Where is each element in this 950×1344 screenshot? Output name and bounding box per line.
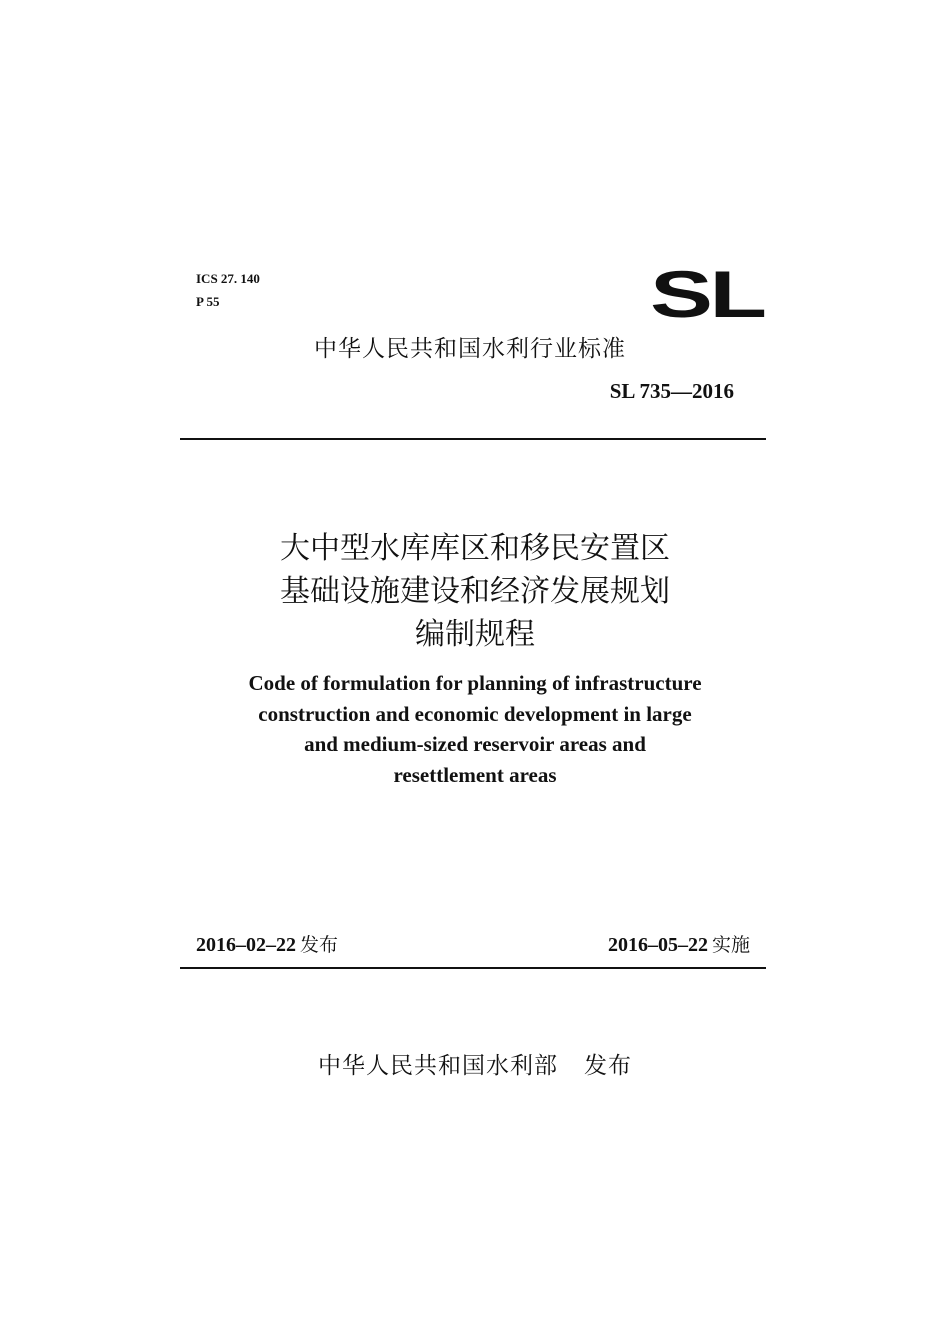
chinese-title-line-2: 基础设施建设和经济发展规划 (280, 574, 670, 609)
publisher-action: 发布 (584, 1053, 632, 1079)
issue-date-label: 发布 (300, 934, 339, 956)
english-title-line-1: Code of formulation for planning of infrastructure (248, 671, 702, 695)
english-title-line-2: construction and economic development in large (258, 702, 692, 726)
ics-code: ICS 27. 140 (196, 271, 260, 286)
top-divider (180, 438, 766, 440)
standard-number: SL 735—2016 (609, 379, 734, 403)
english-title-line-4: resettlement areas (393, 763, 557, 787)
classification-code: P 55 (196, 294, 220, 309)
implementation-date (608, 930, 750, 957)
chinese-title-line-3: 编制规程 (415, 617, 535, 652)
implementation-date-label: 实施 (711, 934, 750, 956)
bottom-divider (180, 967, 766, 969)
implementation-date-value: 2016–05–22 (607, 934, 708, 956)
publisher-name: 中华人民共和国水利部 (318, 1053, 558, 1079)
chinese-title-line-1: 大中型水库库区和移民安置区 (280, 531, 670, 566)
standard-category: 中华人民共和国水利行业标准 (314, 336, 626, 362)
issue-date-value: 2016–02–22 (196, 934, 296, 956)
issue-date (196, 930, 338, 957)
sl-logo: SL (650, 257, 764, 331)
english-title-line-3: and medium-sized reservoir areas and (304, 732, 646, 756)
publisher (0, 1047, 950, 1080)
